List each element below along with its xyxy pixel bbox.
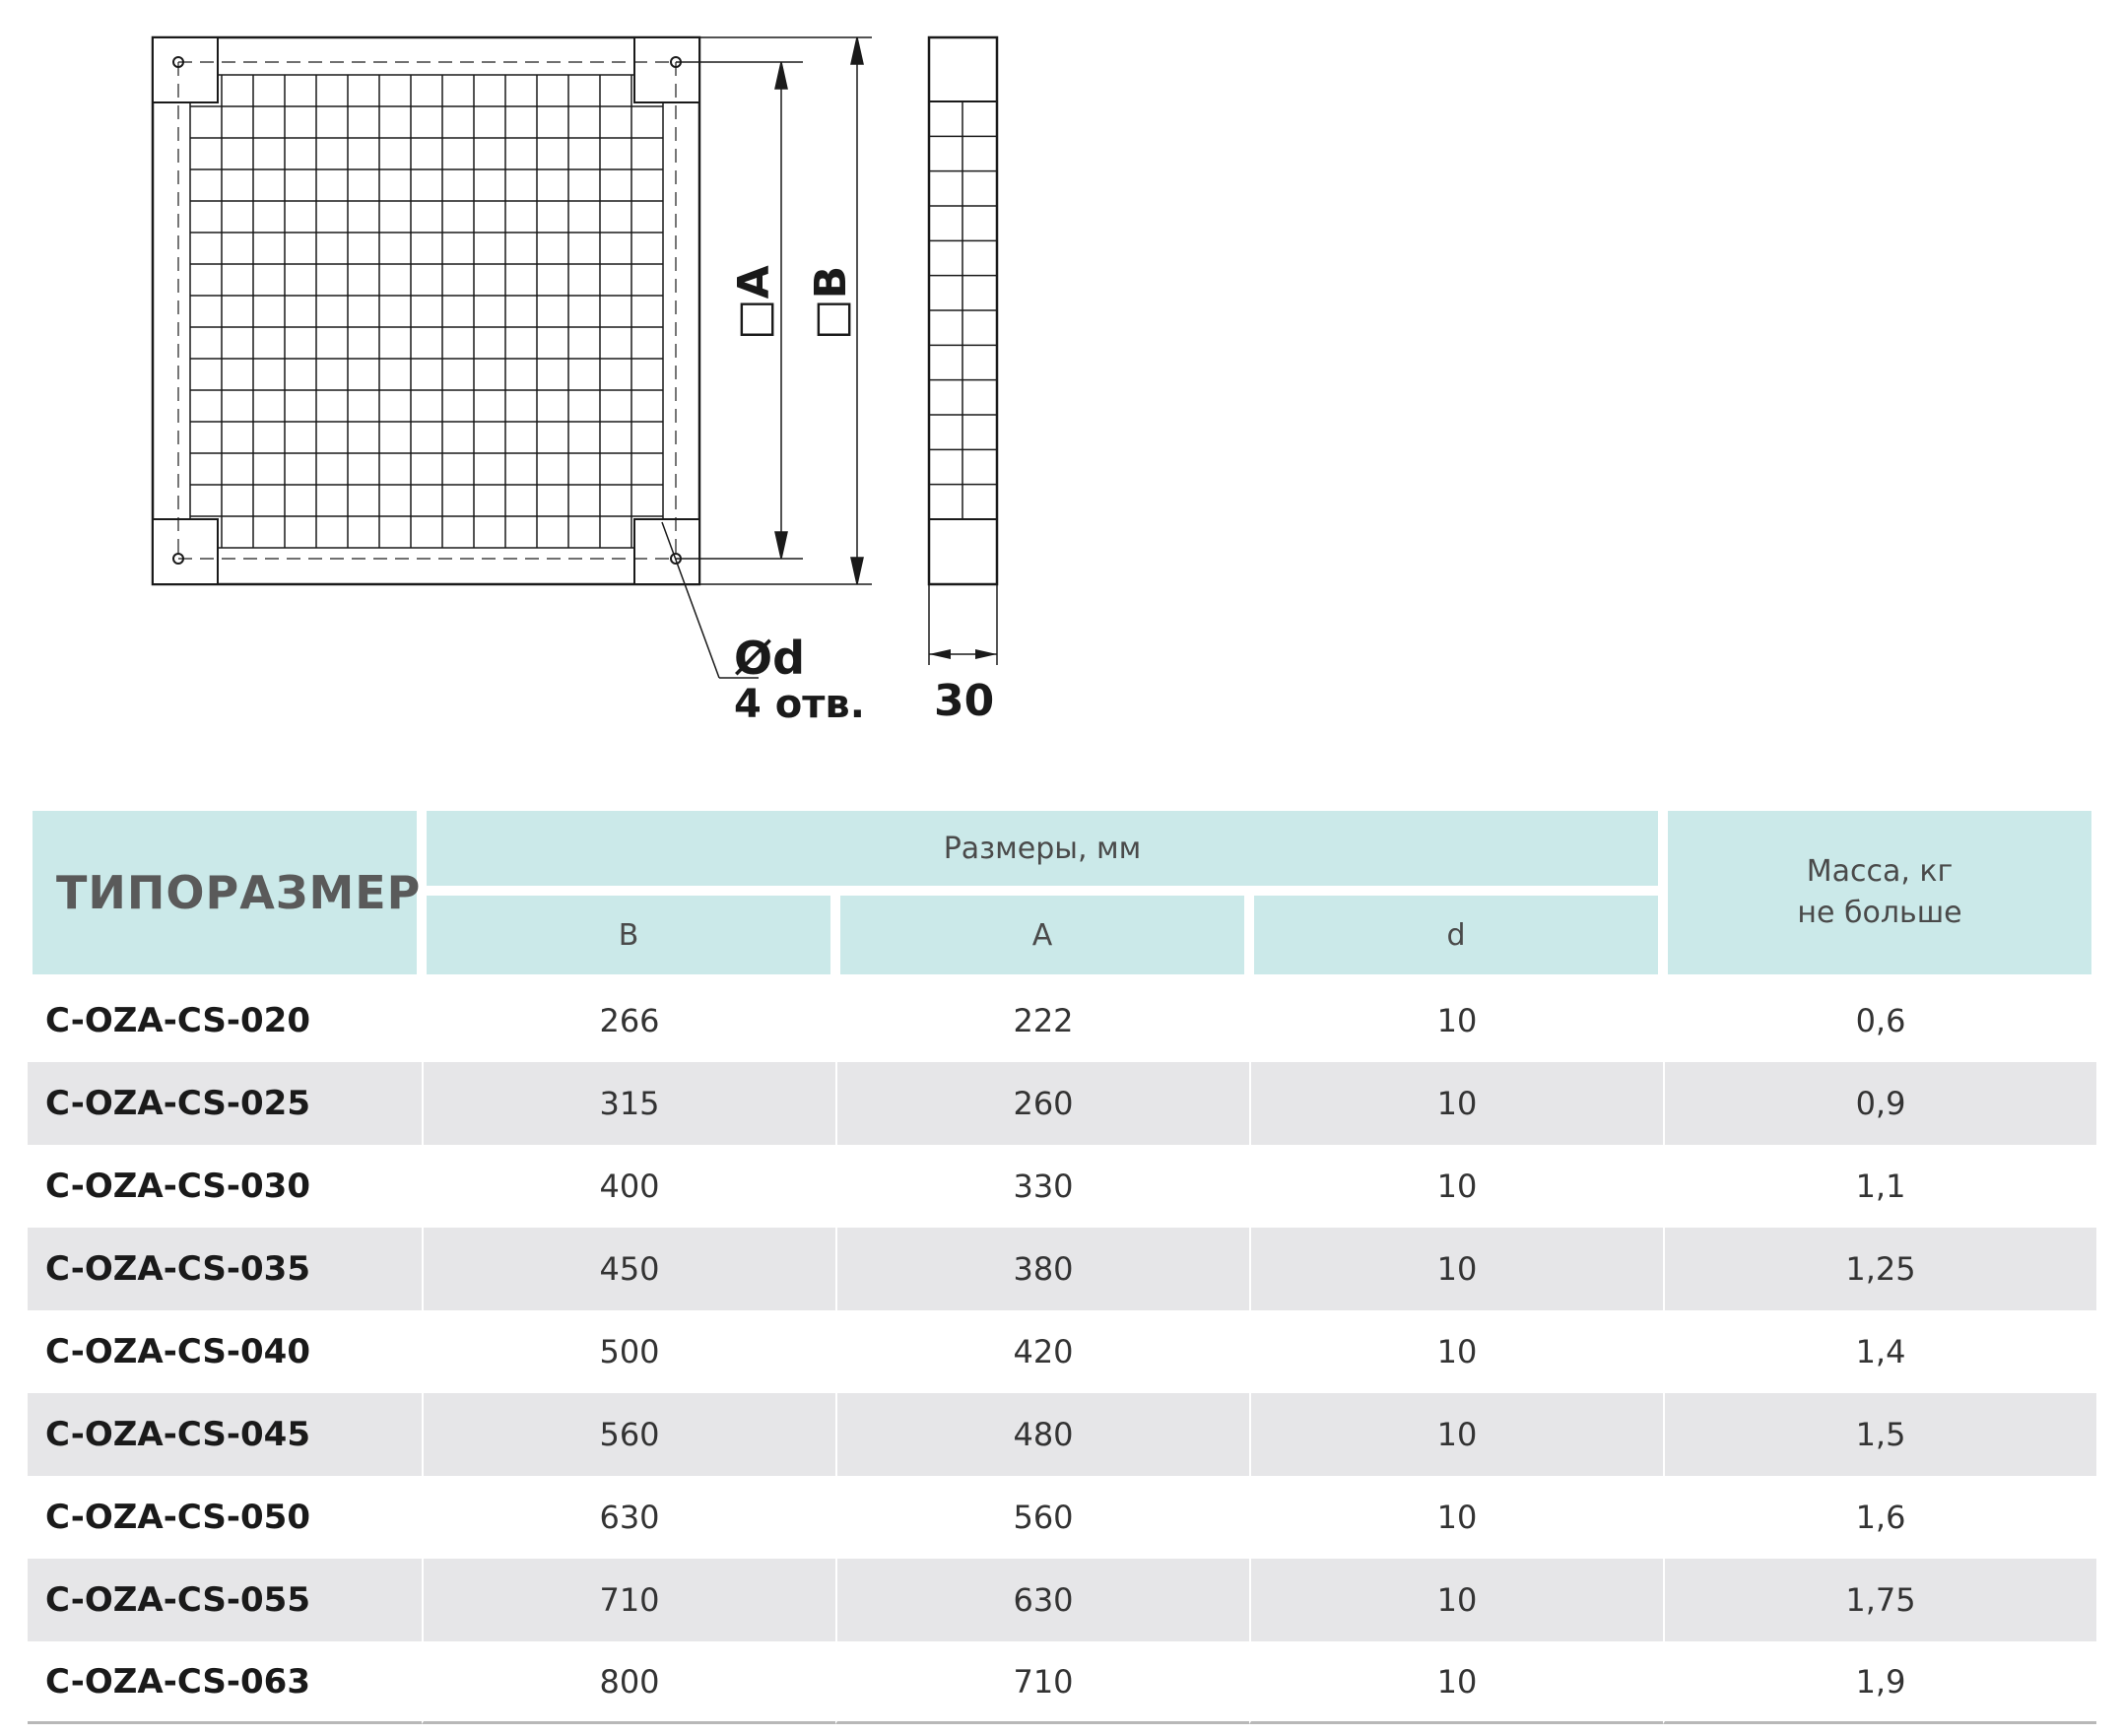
cell-d: 10	[1249, 1393, 1663, 1476]
header-col-b: B	[422, 891, 835, 979]
cell-model: C-OZA-CS-045	[28, 1393, 422, 1476]
header-mass-line1: Масса, кг	[1806, 854, 1954, 889]
cell-model: C-OZA-CS-020	[45, 1001, 310, 1040]
cell-mass: 1,75	[1663, 1559, 2096, 1641]
table-row	[28, 1641, 2096, 1724]
cell-a: 630	[835, 1559, 1249, 1641]
cell-mass: 1,1	[1663, 1145, 2096, 1228]
table-row	[28, 1559, 2096, 1641]
cell-d: 10	[1249, 1145, 1663, 1228]
cell-b: 560	[422, 1393, 835, 1476]
hole-count-label: 4 отв.	[734, 682, 865, 727]
cell-model: C-OZA-CS-025	[28, 1062, 422, 1145]
cell-a: 560	[835, 1476, 1249, 1559]
corner-brackets	[153, 37, 699, 584]
cell-d: 10	[1249, 1062, 1663, 1145]
cell-d: 10	[1249, 1310, 1663, 1393]
cell-a: 222	[835, 979, 1249, 1062]
cell-model: C-OZA-CS-035	[28, 1228, 422, 1310]
header-size: ТИПОРАЗМЕР	[28, 806, 422, 979]
cell-model: C-OZA-CS-030	[45, 1167, 310, 1206]
table-row	[28, 1310, 2096, 1393]
cell-model: C-OZA-CS-063	[28, 1641, 422, 1724]
table-row	[28, 1145, 2096, 1228]
cell-mass: 0,9	[1663, 1062, 2096, 1145]
cell-a: 330	[835, 1145, 1249, 1228]
cell-model: C-OZA-CS-050	[45, 1498, 310, 1537]
table-row	[28, 979, 2096, 1062]
grille-side-view	[929, 37, 997, 665]
cell-d: 10	[1249, 1228, 1663, 1310]
dimension-b-label: □B	[806, 265, 856, 340]
cell-b: 266	[422, 979, 835, 1062]
header-col-d: d	[1249, 891, 1663, 979]
cell-b: 710	[422, 1559, 835, 1641]
spec-table	[28, 806, 2096, 1724]
cell-d: 10	[1249, 1559, 1663, 1641]
cell-mass: 1,4	[1663, 1310, 2096, 1393]
header-mass-line2: не больше	[1797, 896, 1962, 930]
header-dimensions: Размеры, мм	[422, 806, 1663, 891]
dimension-a-label: □A	[729, 265, 779, 340]
cell-a: 480	[835, 1393, 1249, 1476]
cell-mass: 1,6	[1663, 1476, 2096, 1559]
cell-b: 450	[422, 1228, 835, 1310]
depth-label: 30	[934, 676, 995, 726]
cell-a: 420	[835, 1310, 1249, 1393]
grille-front-view	[153, 37, 699, 584]
cell-model: C-OZA-CS-040	[45, 1332, 310, 1371]
hole-diameter-label: Ød	[734, 632, 806, 685]
cell-a: 260	[835, 1062, 1249, 1145]
cell-mass: 1,5	[1663, 1393, 2096, 1476]
cell-d: 10	[1249, 979, 1663, 1062]
cell-b: 315	[422, 1062, 835, 1145]
header-col-a: A	[835, 891, 1249, 979]
cell-b: 800	[422, 1641, 835, 1724]
table-row	[28, 1393, 2096, 1476]
table-row	[28, 1062, 2096, 1145]
cell-a: 710	[835, 1641, 1249, 1724]
cell-mass: 1,9	[1663, 1641, 2096, 1724]
cell-mass: 1,25	[1663, 1228, 2096, 1310]
cell-model: C-OZA-CS-055	[28, 1559, 422, 1641]
cell-b: 400	[422, 1145, 835, 1228]
cell-b: 500	[422, 1310, 835, 1393]
cell-d: 10	[1249, 1641, 1663, 1724]
table-body	[28, 979, 2096, 1724]
mesh-grid	[190, 75, 663, 548]
table-row	[28, 1228, 2096, 1310]
technical-drawing	[0, 0, 2123, 768]
table-row	[28, 1476, 2096, 1559]
cell-d: 10	[1249, 1476, 1663, 1559]
header-mass	[1663, 806, 2096, 979]
cell-a: 380	[835, 1228, 1249, 1310]
cell-b: 630	[422, 1476, 835, 1559]
cell-mass: 0,6	[1663, 979, 2096, 1062]
mounting-holes	[173, 57, 681, 564]
